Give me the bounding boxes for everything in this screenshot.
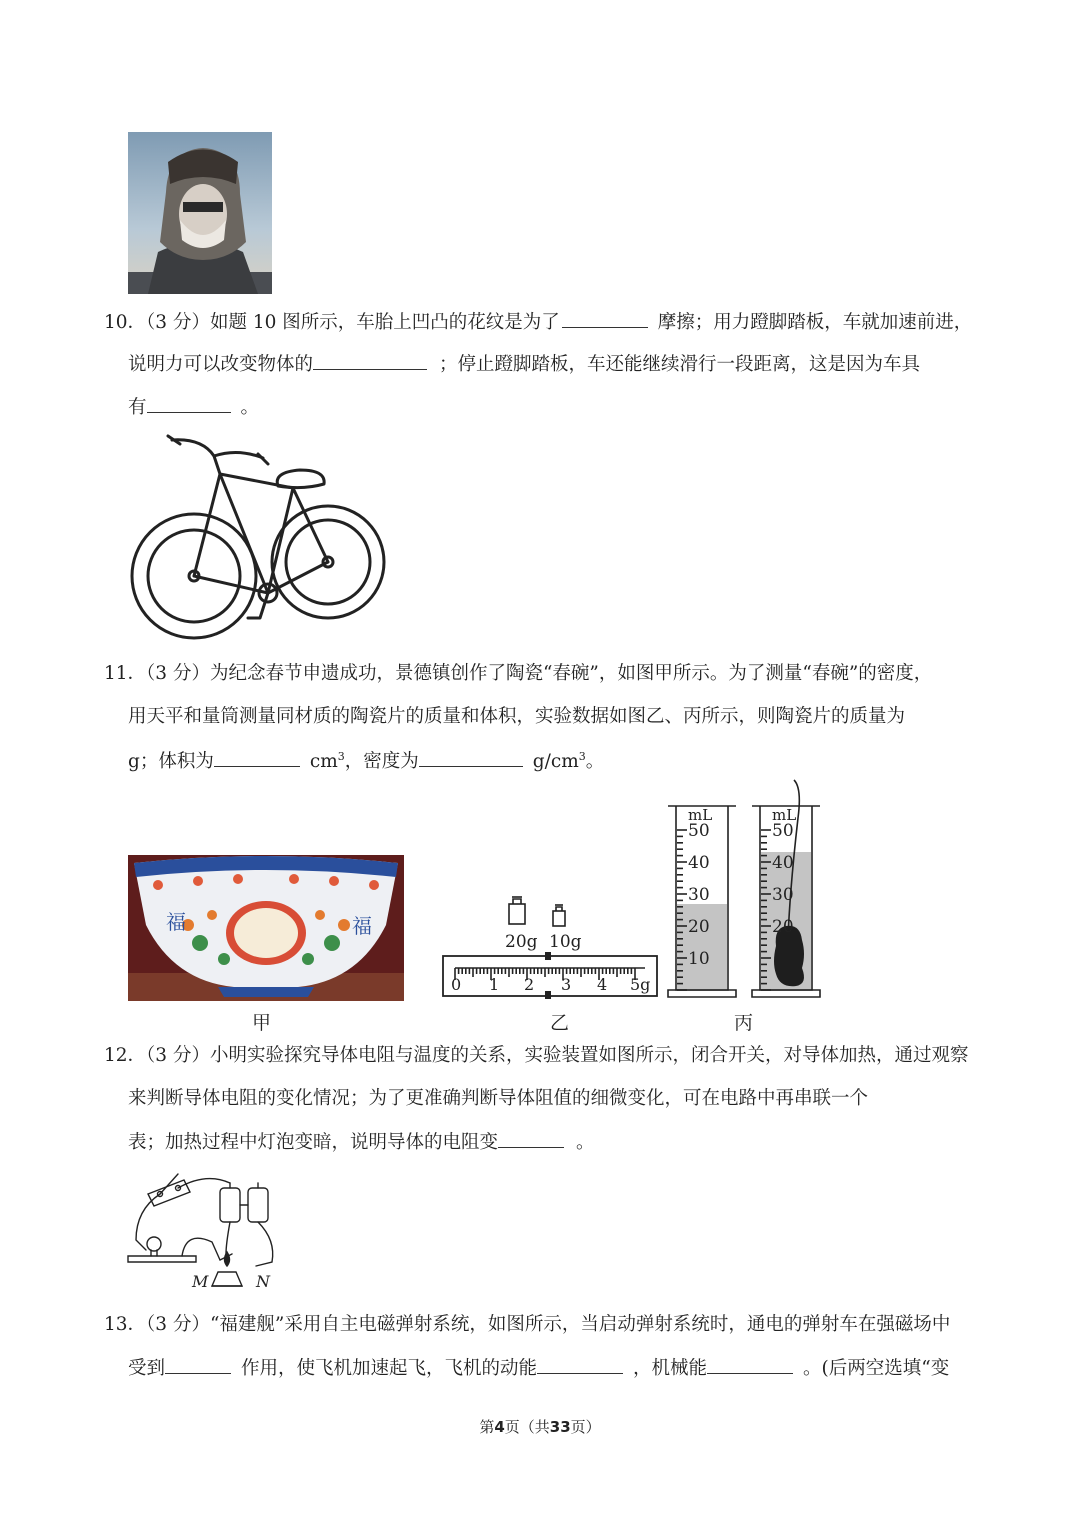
- scale-label-3: 3: [561, 975, 572, 994]
- q13-blank-1[interactable]: [165, 1355, 231, 1374]
- scale-label-2: 2: [524, 975, 535, 994]
- page-total: 33: [549, 1418, 571, 1436]
- battery-2-icon: [248, 1188, 268, 1222]
- light-bulb-icon: [147, 1237, 161, 1251]
- caption-jia: 甲: [252, 1012, 272, 1034]
- cyl2-label-30: 30: [772, 885, 794, 905]
- cyl1-label-40: 40: [688, 853, 710, 873]
- label-m: M: [192, 1272, 209, 1291]
- cyl1-label-20: 20: [688, 917, 710, 937]
- alcohol-lamp-icon: [212, 1272, 242, 1286]
- cyl2-label-50: 50: [772, 821, 794, 841]
- q11-blank-volume[interactable]: [214, 748, 300, 767]
- q10-line3: 有 。: [128, 394, 259, 420]
- weight-label-10g: 10g: [549, 932, 582, 952]
- q11-line3: g；体积为 $cm^3$，密度为 $g/cm^3$。: [128, 750, 605, 772]
- cylinder-1-unit: mL: [688, 806, 713, 824]
- q11-blank-density[interactable]: [419, 748, 523, 767]
- q12-blank-1[interactable]: [498, 1129, 564, 1148]
- scale-label-0: 0: [451, 975, 462, 994]
- q12-line2: 来判断导体电阻的变化情况；为了更准确判断导体阻值的细微变化，可在电路中再串联一个: [128, 1088, 869, 1109]
- cyl1-label-30: 30: [688, 885, 710, 905]
- scale-label-5: 5g: [630, 975, 651, 994]
- q10-line1: 10．（3 分）如题 10 图所示，车胎上凹凸的花纹是为了 摩擦；用力蹬脚踏板，车就加速前进，: [104, 309, 972, 335]
- q12-line1: 12．（3 分）小明实验探究导体电阻与温度的关系，实验装置如图所示，闭合开关，对导体加热，通过观察: [104, 1045, 969, 1066]
- bowl-char-left: 福: [166, 910, 186, 934]
- q13-line1: 13．（3 分）“福建舰”采用自主电磁弹射系统，如图所示，当启动弹射系统时，通电的弹射车在强磁场中: [104, 1314, 951, 1335]
- spring-bowl-photo: [128, 855, 404, 1001]
- cylinder-ceramic-figure: [750, 778, 822, 1000]
- scale-tick-marks: [455, 968, 635, 980]
- q10-blank-3[interactable]: [147, 394, 231, 413]
- scale-label-4: 4: [597, 975, 608, 994]
- q10-blank-1[interactable]: [562, 309, 648, 328]
- q11-line2: 用天平和量筒测量同材质的陶瓷片的质量和体积，实验数据如图乙、丙所示，则陶瓷片的质量为: [128, 706, 906, 727]
- q13-blank-2[interactable]: [537, 1355, 623, 1374]
- q11-line1: 11．（3 分）为纪念春节申遗成功，景德镇创作了陶瓷“春碗”，如图甲所示。为了测量“春碗”的密度，: [104, 663, 933, 684]
- page-footer: 第4页（共33页）: [479, 1418, 601, 1436]
- weight-label-20g: 20g: [505, 932, 538, 952]
- cyl1-label-50: 50: [688, 821, 710, 841]
- bicycle-figure: [128, 428, 390, 644]
- q12-line3: 表；加热过程中灯泡变暗，说明导体的电阻变 。: [128, 1129, 595, 1155]
- rider-top-icon: [545, 952, 551, 960]
- cylinder-water-figure: [666, 778, 738, 1000]
- circuit-figure: [126, 1170, 282, 1294]
- scale-label-1: 1: [489, 975, 500, 994]
- caption-bing: 丙: [734, 1012, 754, 1034]
- q10-line2: 说明力可以改变物体的 ；停止蹬脚踏板，车还能继续滑行一段距离，这是因为车具: [128, 351, 920, 377]
- balance-weights-figure: [440, 890, 660, 1002]
- cylinder-2-unit: mL: [772, 806, 797, 824]
- caption-yi: 乙: [550, 1012, 570, 1034]
- q10-blank-2[interactable]: [313, 351, 427, 370]
- rider-bottom-icon: [545, 991, 551, 999]
- bowl-char-right: 福: [352, 914, 372, 938]
- weight-20g-icon: [509, 904, 525, 924]
- page-number: 4: [494, 1418, 505, 1436]
- fur-hat-photo: [128, 132, 272, 294]
- label-n: N: [256, 1272, 270, 1291]
- cyl1-label-10: 10: [688, 949, 710, 969]
- cyl2-label-40: 40: [772, 853, 794, 873]
- q13-blank-3[interactable]: [707, 1355, 793, 1374]
- battery-1-icon: [220, 1188, 240, 1222]
- q13-line2: 受到 作用，使飞机加速起飞，飞机的动能 ，机械能 。(后两空选填“变: [128, 1355, 949, 1381]
- cyl2-label-20: 20: [772, 917, 794, 937]
- weight-10g-icon: [553, 911, 565, 926]
